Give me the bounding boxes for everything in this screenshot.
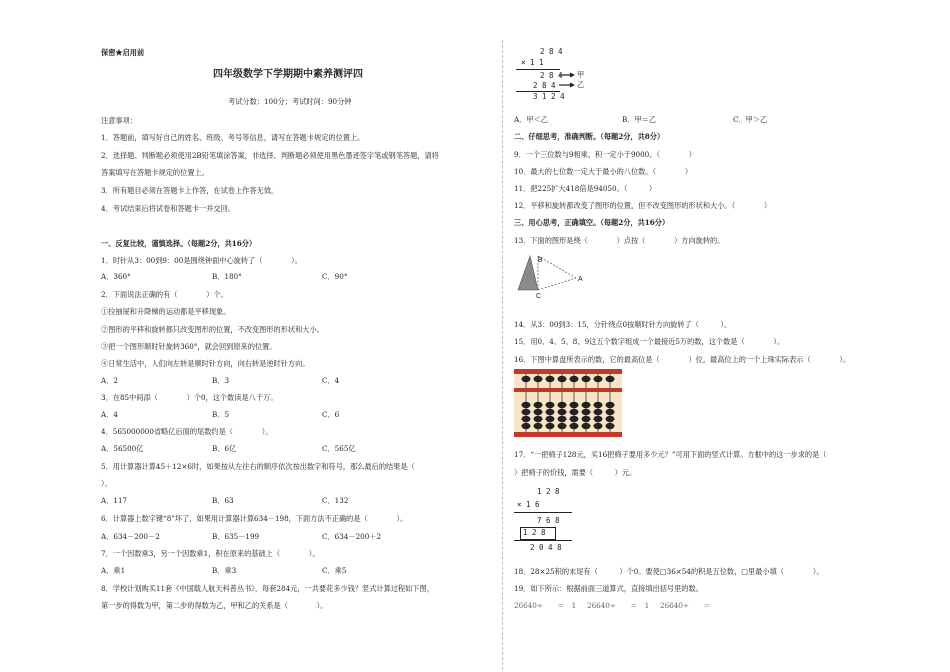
- abacus-upper-bead: [594, 376, 603, 382]
- q4-opt-b: B．6亿: [212, 444, 237, 453]
- q19-item-3: 26640÷ ＝: [660, 601, 711, 610]
- calc1-line1: [516, 69, 560, 70]
- q8-text: 8．学校计划购买11套《中国载人航天科普丛书》，每套284元，一共要花多少钱？竖式计算过程如下图，: [101, 584, 434, 593]
- abacus-upper-bead: [558, 376, 567, 382]
- q7-opt-a: A．乘1: [101, 566, 126, 575]
- q8-opt-b: B．甲＝乙: [622, 115, 657, 124]
- abacus-beam: [514, 388, 622, 392]
- abacus-lower-bead: [546, 423, 555, 429]
- abacus-upper-bead: [546, 376, 555, 382]
- q7-opt-b: B．乘3: [212, 566, 237, 575]
- calc2-line1: [514, 512, 572, 513]
- abacus-lower-bead: [558, 416, 567, 422]
- q4-opt-a: A．56500亿: [101, 444, 144, 453]
- calc1-row2: × 1 1: [521, 58, 544, 67]
- q3-opt-a: A．4: [101, 410, 118, 419]
- q19-item-2: 26640÷ ＝ 1: [587, 601, 650, 610]
- q15-text: 15．用0、4、5、8、9这五个数字组成一个最接近5万的数，这个数是（ ）。: [514, 337, 785, 346]
- dashed-edge-2: [538, 278, 576, 290]
- abacus-lower-bead: [606, 416, 615, 422]
- rotation-figure: [516, 252, 592, 302]
- q1-opt-b: B．180°: [212, 272, 242, 281]
- q3-opt-b: B．5: [212, 410, 230, 419]
- abacus-lower-bead: [594, 409, 603, 415]
- abacus-upper-bead: [522, 376, 531, 382]
- notice-3: 3．所有题目必须在答题卡上作答，在试卷上作答无效。: [101, 186, 279, 195]
- abacus-lower-bead: [594, 402, 603, 408]
- abacus-lower-bead: [570, 409, 579, 415]
- exam-info: 考试分数：100分；考试时间：90分钟: [228, 97, 352, 106]
- q3-opt-c: C．6: [322, 410, 340, 419]
- q4-text: 4．565000000省略亿后面的尾数约是（ ）。: [101, 427, 273, 436]
- q6-text: 6．计算器上数字键“8”坏了，如果用计算器计算634－198，下面方法不正确的是（ ）。: [101, 514, 408, 523]
- q5-opt-b: B．63: [212, 496, 234, 505]
- q10-text: 10．最大的七位数一定大于最小的八位数。（ ）: [514, 167, 693, 176]
- abacus-lower-bead: [570, 423, 579, 429]
- q8-opt-c: C．甲＞乙: [733, 115, 768, 124]
- abacus-upper-bead: [570, 376, 579, 382]
- abacus-lower-bead: [558, 423, 567, 429]
- q5-opt-c: C．132: [322, 496, 349, 505]
- triangle-shape: [518, 256, 538, 290]
- exam-title: 四年级数学下学期期中素养测评四: [213, 69, 363, 80]
- abacus-lower-bead: [522, 423, 531, 429]
- abacus-lower-bead: [546, 402, 555, 408]
- abacus-lower-bead: [546, 416, 555, 422]
- abacus-upper-bead: [606, 376, 615, 382]
- notice-title: 注意事项：: [101, 116, 137, 125]
- abacus-lower-bead: [594, 423, 603, 429]
- q5-text: 5．用计算器计算45＋12×6时，如果按从左往右的顺序依次按出数字和符号，那么最后的结果是（: [101, 462, 444, 471]
- abacus-figure: [514, 369, 622, 437]
- abacus-lower-bead: [522, 409, 531, 415]
- calc1-row4: 2 8 4: [533, 81, 556, 90]
- q17-text-b: ）把椅子的价钱，需要（ ）元。: [514, 468, 637, 477]
- q7-opt-c: C．乘5: [322, 566, 347, 575]
- abacus-frame-bottom: [514, 432, 622, 437]
- q16-text: 16．下图中算盘所表示的数，它的最高位是（ ）位，最高位上的一个上珠实际表示（ ）。: [514, 355, 851, 364]
- abacus-upper-bead: [534, 376, 543, 382]
- abacus-lower-bead: [594, 416, 603, 422]
- q19-item-1: 26640÷ ＝ 1: [514, 601, 577, 610]
- arrow-jia-head: [570, 73, 575, 78]
- calc1-label-yi: 乙: [577, 80, 585, 89]
- abacus-lower-bead: [546, 409, 555, 415]
- q9-text: 9．一个三位数与9相乘，积一定小于9000。（ ）: [514, 150, 696, 159]
- calc2-row3: 7 6 8: [537, 516, 560, 525]
- dashed-edge-1: [538, 256, 576, 278]
- abacus-lower-bead: [522, 416, 531, 422]
- abacus-lower-bead: [558, 409, 567, 415]
- q3-text: 3．在85中间添（ ）个0，这个数读是八千万。: [101, 393, 278, 402]
- section2-heading: 二、仔细思考，准确判断。（每题2分，共8分）: [514, 132, 665, 141]
- q17-text-a: 17．“一把椅子128元，买16把椅子要用多少元？”可用下面的竖式计算。方框中的这一步求的是（: [514, 450, 827, 459]
- q2-opt-a: A．2: [101, 376, 118, 385]
- q12-text: 12．平移和旋转都改变了图形的位置，但不改变图形的形状和大小。（ ）: [514, 201, 772, 210]
- calc2-row1: 1 2 8: [537, 487, 560, 496]
- q6-opt-c: C．634－200＋2: [322, 532, 382, 541]
- q13-text: 13．下面的图形是绕（ ）点按（ ）方向旋转的。: [514, 236, 725, 245]
- q2-item-4: ④日常生活中，人们向左转是顺时针方向，向右转是逆时针方向。: [101, 359, 310, 368]
- notice-1: 1．答题前，填写好自己的姓名、班级、考号等信息，请写在答题卡规定的位置上。: [101, 133, 365, 142]
- q4-opt-c: C．565亿: [322, 444, 356, 453]
- q11-text: 11．把225扩大418倍是94050。（ ）: [514, 184, 657, 193]
- calc1-row3: 2 8 4: [540, 71, 563, 80]
- q6-opt-a: A．634－200－2: [101, 532, 160, 541]
- notice-2b: 答案填写在答题卡规定的位置上。: [101, 168, 209, 177]
- section1-heading: 一、反复比较，谨慎选择。（每题2分，共16分）: [101, 239, 257, 248]
- calc1-row5: 3 1 2 4: [533, 92, 565, 101]
- q19-text: 19．如下所示：根据前面三道算式，直接填出括号里的数。: [514, 584, 703, 593]
- q2-opt-c: C．4: [322, 376, 340, 385]
- fold-divider: [502, 40, 503, 670]
- calc1-label-jia: 甲: [577, 70, 585, 79]
- q2-item-1: ①拉抽屉和升降梯的运动都是平移现象。: [101, 307, 231, 316]
- abacus-lower-bead: [582, 416, 591, 422]
- label-b: B: [538, 257, 543, 264]
- calc2-row2: × 1 6: [517, 500, 540, 509]
- calc2-row5: 2 0 4 8: [530, 543, 562, 552]
- label-a: A: [578, 276, 583, 283]
- arrow-yi-head: [570, 83, 575, 88]
- calc1-row1: 2 8 4: [540, 47, 563, 56]
- abacus-lower-bead: [534, 402, 543, 408]
- abacus-lower-bead: [582, 409, 591, 415]
- q2-opt-b: B．3: [212, 376, 230, 385]
- abacus-lower-bead: [606, 402, 615, 408]
- abacus-lower-bead: [534, 416, 543, 422]
- q18-text: 18．28×25积的末尾有（ ）个0。要使□36×54的积是五位数，□里最小填（ ）。: [514, 567, 824, 576]
- q14-text: 14．从3：00到3：15，分针绕点0按顺时针方向旋转了（ ）。: [514, 320, 732, 329]
- label-c: C: [536, 293, 542, 300]
- abacus-lower-bead: [534, 423, 543, 429]
- q2-item-3: ③把一个图形顺时针旋转360°，就会回到原来的位置。: [101, 342, 277, 351]
- calc2-line2: [514, 540, 572, 541]
- q5-text-end: ）。: [101, 479, 112, 488]
- abacus-lower-bead: [582, 402, 591, 408]
- q1-opt-a: A．360°: [101, 272, 131, 281]
- q2-item-2: ②图形的平移和旋转都只改变图形的位置，不改变图形的形状和大小。: [101, 325, 324, 334]
- notice-4: 4．考试结束后将试卷和答题卡一并交回。: [101, 204, 235, 213]
- abacus-lower-bead: [606, 409, 615, 415]
- abacus-lower-bead: [558, 402, 567, 408]
- q8-opt-a: A．甲＜乙: [514, 115, 548, 124]
- q1-opt-c: C．90°: [322, 272, 348, 281]
- abacus-lower-bead: [582, 423, 591, 429]
- q1-text: 1．时针从3：00到9：00是围绕钟面中心旋转了（ ）。: [101, 256, 302, 265]
- q2-text: 2．下面说法正确的有（ ）个。: [101, 290, 228, 299]
- secret-label: 保密★启用前: [101, 48, 145, 57]
- abacus-lower-bead: [534, 409, 543, 415]
- q5-opt-a: A．117: [101, 496, 128, 505]
- abacus-upper-bead: [582, 376, 591, 382]
- q7-text: 7．一个因数乘3，另一个因数乘1，积在原来的基础上（ ）。: [101, 549, 320, 558]
- abacus-lower-bead: [570, 402, 579, 408]
- calc2-row4: 1 2 8: [523, 528, 546, 537]
- abacus-lower-bead: [606, 423, 615, 429]
- abacus-lower-bead: [522, 402, 531, 408]
- calc1-arrows: [559, 71, 575, 91]
- q6-opt-b: B．635－199: [212, 532, 260, 541]
- q8-text-b: 第一步的得数为甲，第二步的得数为乙，甲和乙的关系是（ ）。: [101, 601, 328, 610]
- abacus-frame-top: [514, 369, 622, 374]
- abacus-lower-bead: [570, 416, 579, 422]
- section3-heading: 三、用心思考，正确填空。（每题2分，共16分）: [514, 218, 670, 227]
- notice-2: 2．选择题、判断题必须使用2B铅笔填涂答案，非选择、判断题必须使用黑色墨迹签字笔或钢笔答题，请将: [101, 151, 439, 160]
